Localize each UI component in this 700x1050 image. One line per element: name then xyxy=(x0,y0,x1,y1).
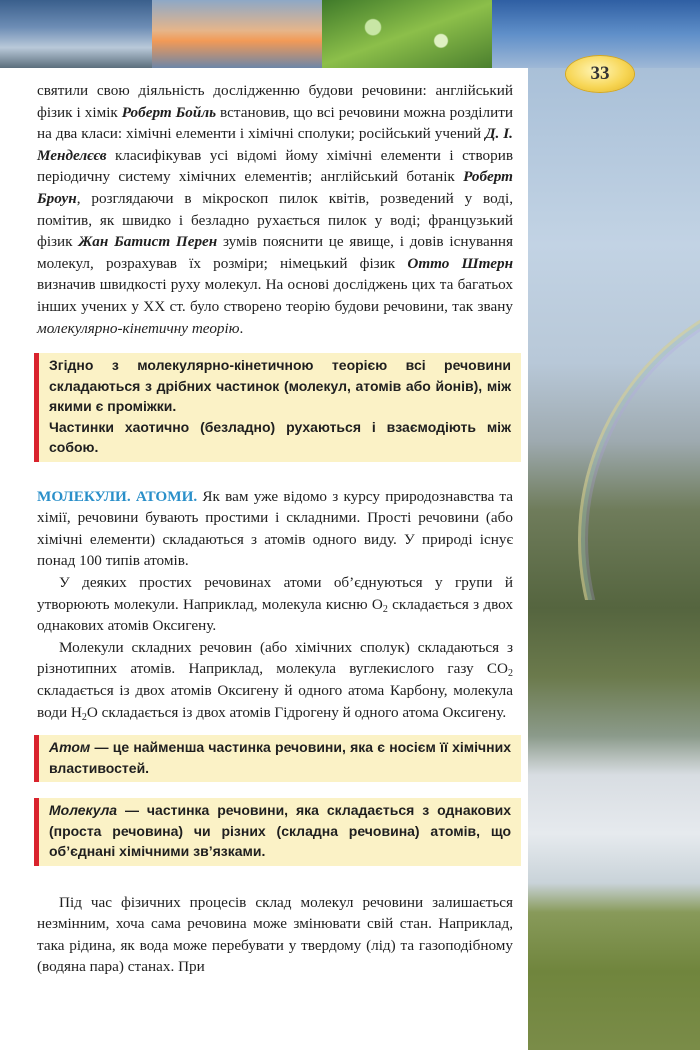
definition-term: Атом xyxy=(49,739,91,756)
atom-definition-box: Атом — це найменша частинка речовини, яка є носієм її хімічних властивостей. xyxy=(34,735,521,782)
paragraph-molecules-atoms: МОЛЕКУЛИ. АТОМИ. Як вам уже відомо з курсу природознавства та хімії, речовини бувають простими і складними. Прості речовини (або хімічні елементи) складаються з атомів одного виду. У природі існує понад 100 типів атомів. xyxy=(37,487,513,570)
scientist-name: Д. І. Менделєєв xyxy=(37,125,513,164)
page-number: 33 xyxy=(566,56,634,92)
rainbow-decoration xyxy=(528,180,700,600)
sunset-photo xyxy=(152,0,322,68)
definition-term: Молекула xyxy=(49,802,118,819)
paragraph-scientists: святили свою діяльність дослідженню будови речовини: англійський фізик і хімік Роберт Бойль встановив, що всі речовини можна розділити на два класи: хімічні елементи і хімічні сполуки; російський учений Д. І. Менделєєв класифікував усі відомі йому хімічні елементи і створив періодичну систему хімічних елементів; англійський ботанік Роберт Броун, розглядаючи в мікроскоп пилок квітів, розведений у воді, помітив, як швидко і безладно рухається пилок у воді; французький фізик Жан Батист Перен зумів пояснити це явище, і довів існування молекул, розрахував їх розміри; німецький фізик Отто Штерн визначив швидкості руху молекул. На основі досліджень цих та багатьох інших учених у XX ст. було створено теорію будови речовини, так звану молекулярно-кінетичну теорію. xyxy=(37,82,514,337)
scientist-name: Роберт Броун xyxy=(37,168,513,207)
theory-term: молекулярно-кінетичну теорію xyxy=(37,319,240,337)
box-line: Згідно з молекулярно-кінетичною теорією всі речовини складаються з дрібних частинок (молекул, атомів або йонів), між якими є проміжки. xyxy=(49,357,511,415)
dew-web-photo xyxy=(322,0,492,68)
paragraph-physical-processes: Під час фізичних процесів склад молекул речовини залишається незмінним, хоча сама речовина може змінювати свій стан. Наприклад, така рідина, як вода може перебувати у твердому (лід) та газоподібному (водяна пара) станах. При xyxy=(37,893,513,976)
box-line: Частинки хаотично (безладно) рухаються і взаємодіють між собою. xyxy=(49,418,511,456)
tornado-photo xyxy=(0,0,152,68)
text-column xyxy=(37,80,513,978)
molecule-definition-box: Молекула — частинка речовини, яка складається з однакових (проста речовина) чи різних (складна речовина) атомів, що об’єднані хімічними зв’язками. xyxy=(34,798,521,866)
theory-definition-box xyxy=(34,353,521,462)
scientist-name: Жан Батист Перен xyxy=(78,233,218,251)
section-heading: МОЛЕКУЛИ. АТОМИ. xyxy=(37,487,198,505)
scientist-name: Отто Штерн xyxy=(407,254,514,272)
paragraph-simple-substances: У деяких простих речовинах атоми об’єднуються у групи й утворюють молекули. Наприклад, молекула кисню $O_2$ складається з двох однакових атомів Оксигену. xyxy=(37,574,513,635)
paragraph-complex-substances: Молекули складних речовин (або хімічних сполук) складаються з різнотипних атомів. Наприклад, молекула вуглекислого газу $CO_2$ складається із двох атомів Оксигену й одного атома Карбону, молекула води $H_2O$ складається із двох атомів Гідрогену й одного атома Оксигену. xyxy=(37,638,513,723)
scientist-name: Роберт Бойль xyxy=(121,103,217,121)
